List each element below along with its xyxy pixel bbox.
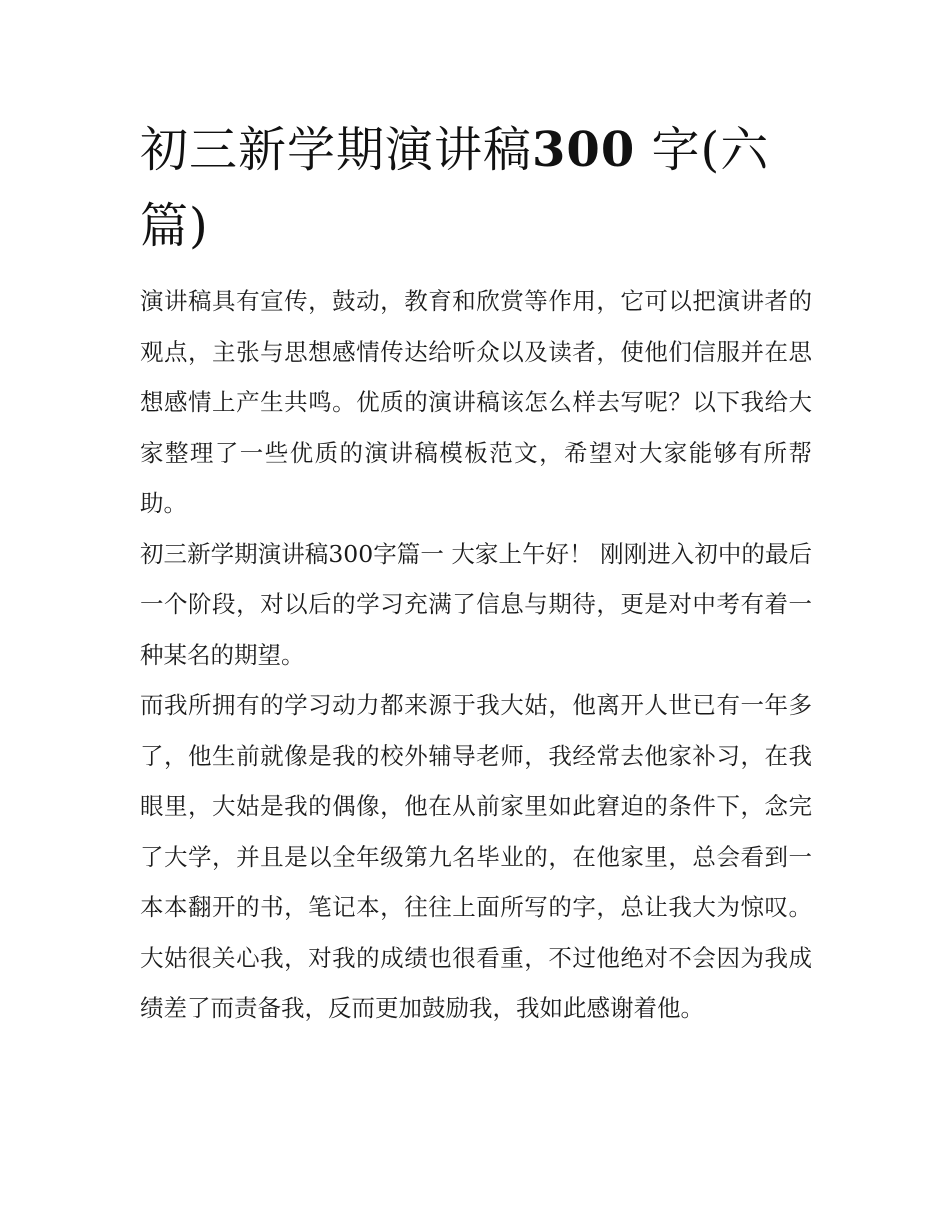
title-text-part2: 字(六篇) (140, 122, 770, 254)
document-body (140, 276, 812, 1034)
paragraph-intro: 演讲稿具有宣传，鼓动，教育和欣赏等作用，它可以把演讲者的观点，主张与思想感情传达给听众以及读者，使他们信服并在思想感情上产生共鸣。优质的演讲稿该怎么样去写呢？以下我给大家整理了一些优质的演讲稿模板范文，希望对大家能够有所帮助。 (140, 287, 812, 517)
paragraph-speech-body: 而我所拥有的学习动力都来源于我大姑，他离开人世已有一年多了，他生前就像是我的校外辅导老师，我经常去他家补习，在我眼里，大姑是我的偶像，他在从前家里如此窘迫的条件下，念完了大学，并且是以全年级第九名毕业的，在他家里，总会看到一本本翻开的书，笔记本，往往上面所写的字，总让我大为惊叹。大姑很关心我，对我的成绩也很看重，不过他绝对不会因为我成绩差了而责备我，反而更加鼓励我，我如此感谢着他。 (140, 691, 812, 1022)
paragraph-speech-opening: 初三新学期演讲稿300字篇一 大家上午好！ 刚刚进入初中的最后一个阶段，对以后的学习充满了信息与期待，更是对中考有着一种某名的期望。 (140, 539, 812, 669)
title-number: 300 (532, 122, 636, 178)
title-text-part1: 初三新学期演讲稿 (140, 122, 533, 178)
document-title (140, 112, 820, 264)
